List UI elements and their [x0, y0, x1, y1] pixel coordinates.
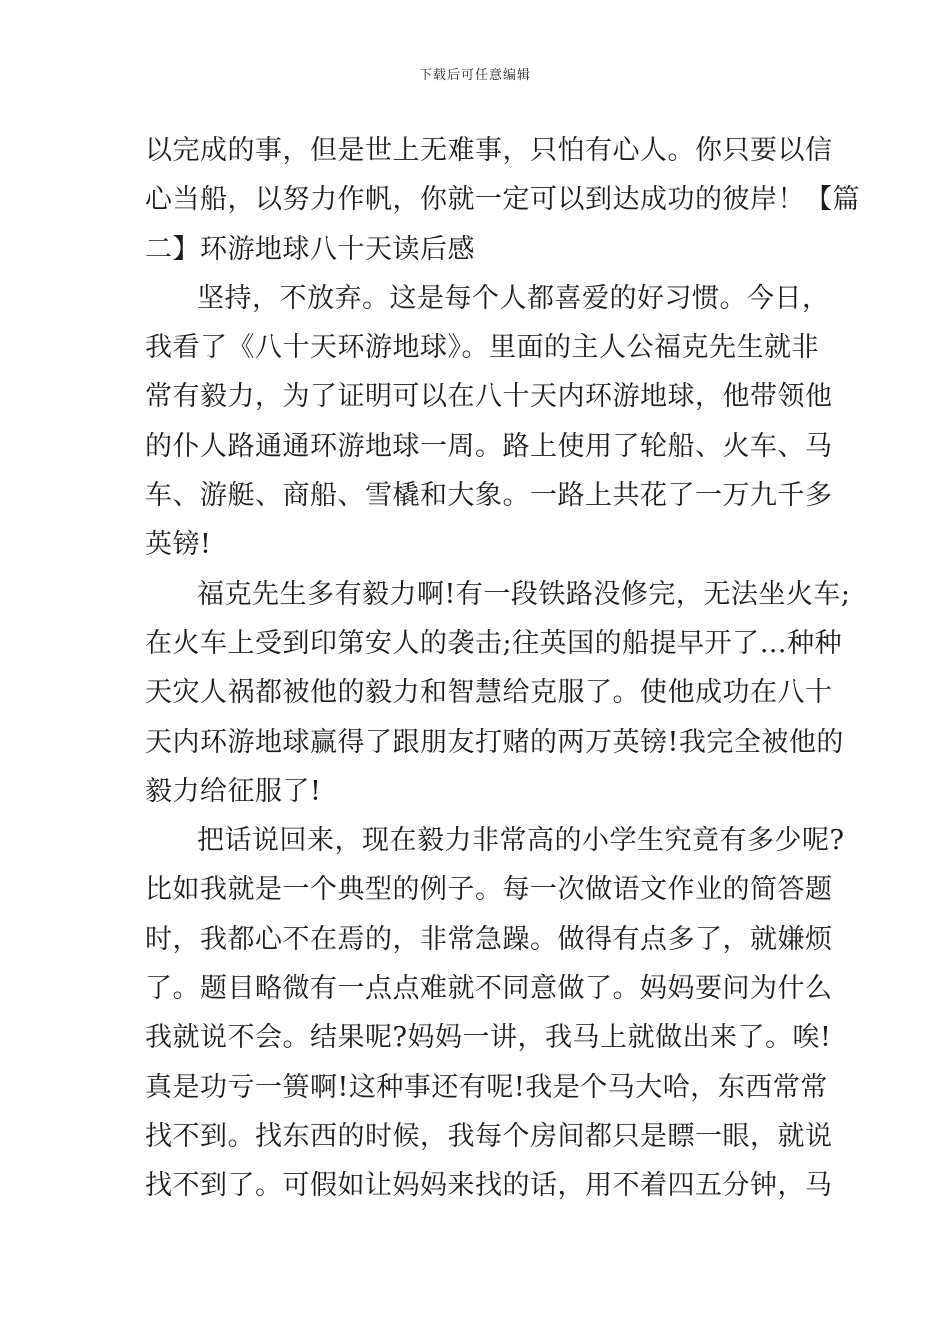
text-line: 二】环游地球八十天读后感: [145, 233, 475, 265]
text-line: 我看了《八十天环游地球》。里面的主人公福克先生就非: [145, 332, 819, 364]
text-line: 在火车上受到印第安人的袭击;往英国的船提早开了…种种: [145, 627, 843, 659]
text-line: 英镑!: [145, 529, 212, 561]
page-header: 下载后可任意编辑: [418, 68, 531, 83]
paragraph-start-line: 把话说回来，现在毅力非常高的小学生究竟有多少呢?: [197, 825, 845, 857]
text-line: 比如我就是一个典型的例子。每一次做语文作业的简答题: [145, 874, 833, 906]
text-line: 时，我都心不在焉的，非常急躁。做得有点多了，就嫌烦: [145, 923, 833, 955]
text-line: 天内环游地球赢得了跟朋友打赌的两万英镑!我完全被他的: [145, 726, 844, 758]
text-line: 车、游艇、商船、雪橇和大象。一路上共花了一万九千多: [145, 480, 833, 512]
text-line: 常有毅力，为了证明可以在八十天内环游地球，他带领他: [145, 381, 833, 413]
text-line: 心当船，以努力作帆，你就一定可以到达成功的彼岸！【篇: [145, 184, 860, 216]
text-line: 天灾人祸都被他的毅力和智慧给克服了。使他成功在八十: [145, 677, 833, 709]
text-line: 了。题目略微有一点点难就不同意做了。妈妈要问为什么: [145, 973, 833, 1005]
paragraph-start-line: 福克先生多有毅力啊!有一段铁路没修完，无法坐火车;: [197, 578, 851, 610]
paragraph-start-line: 坚持，不放弃。这是每个人都喜爱的好习惯。今日，: [197, 282, 830, 314]
text-line: 我就说不会。结果呢?妈妈一讲，我马上就做出来了。唉!: [145, 1022, 832, 1054]
text-line: 的仆人路通通环游地球一周。路上使用了轮船、火车、马: [145, 430, 833, 462]
text-line: 找不到。找东西的时候，我每个房间都只是瞟一眼，就说: [145, 1120, 833, 1152]
text-line: 找不到了。可假如让妈妈来找的话，用不着四五分钟，马: [145, 1170, 833, 1202]
document-body: [145, 126, 860, 1211]
text-line: 毅力给征服了!: [145, 775, 322, 807]
text-line: 以完成的事，但是世上无难事，只怕有心人。你只要以信: [145, 135, 833, 166]
text-line: 真是功亏一篑啊!这种事还有呢!我是个马大哈，东西常常: [145, 1071, 828, 1103]
